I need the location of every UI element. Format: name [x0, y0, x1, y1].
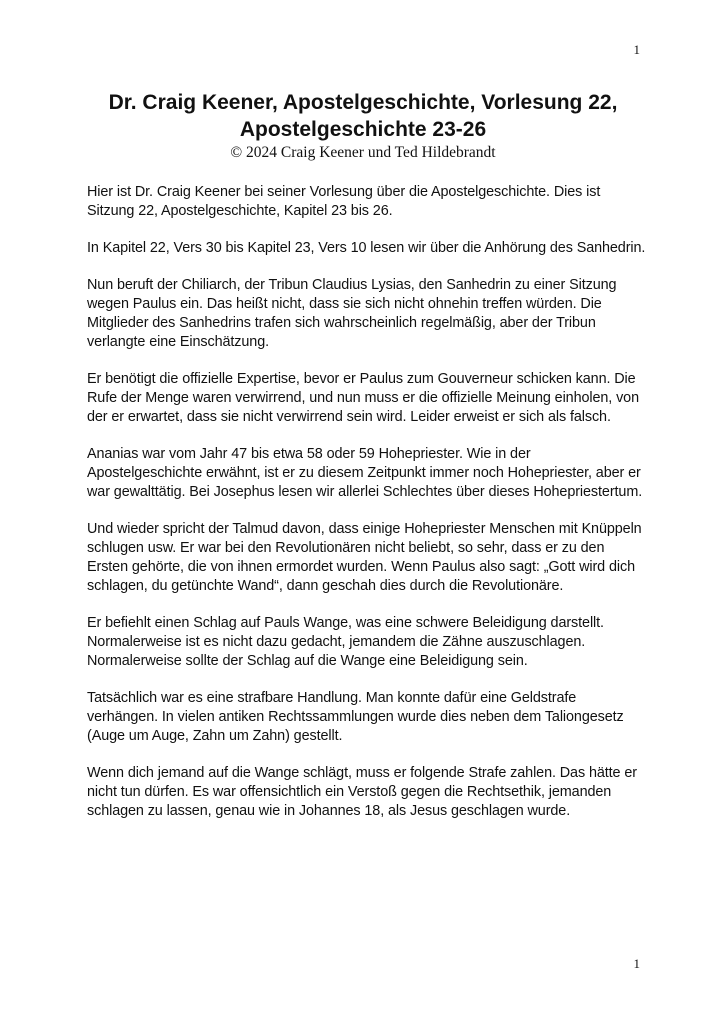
paragraph-2: In Kapitel 22, Vers 30 bis Kapitel 23, Vers 10 lesen wir über die Anhörung des Sanhedrin.	[87, 240, 646, 256]
paragraph-9: Wenn dich jemand auf die Wange schlägt, muss er folgende Strafe zahlen. Das hätte er nicht tun dürfen. Es war offensichtlich ein Verstoß gegen die Rechtsethik, jemanden schlagen zu lassen, genau wie in Johannes 18, als Jesus geschlagen wurde.	[87, 765, 637, 819]
page-number-bottom: 1	[633, 956, 640, 971]
document-title	[80, 89, 646, 143]
paragraph-4: Er benötigt die offizielle Expertise, bevor er Paulus zum Gouverneur schicken kann. Die Rufe der Menge waren verwirrend, und nun muss er die offizielle Meinung einholen, von der er erwartet, dass sie nicht verwirrend sein wird. Leider erweist er sich als falsch.	[87, 371, 639, 425]
paragraph-1: Hier ist Dr. Craig Keener bei seiner Vorlesung über die Apostelgeschichte. Dies ist Sitzung 22, Apostelgeschichte, Kapitel 23 bis 26.	[87, 184, 601, 219]
paragraph-6: Und wieder spricht der Talmud davon, dass einige Hohepriester Menschen mit Knüppeln schlugen usw. Er war bei den Revolutionären nicht beliebt, so sehr, dass er zu den Ersten gehörte, die von ihnen ermordet wurden. Wenn Paulus also sagt: „Gott wird dich schlagen, du getünchte Wand“, dann geschah dies durch die Revolutionäre.	[87, 521, 642, 594]
copyright-line: © 2024 Craig Keener und Ted Hildebrandt	[230, 144, 496, 161]
title-line-2: Apostelgeschichte 23-26	[239, 118, 487, 141]
title-line-1: Dr. Craig Keener, Apostelgeschichte, Vorlesung 22,	[108, 91, 618, 114]
paragraph-5: Ananias war vom Jahr 47 bis etwa 58 oder 59 Hohepriester. Wie in der Apostelgeschichte erwähnt, ist er zu diesem Zeitpunkt immer noch Hohepriester, aber er war gewalttätig. Bei Josephus lesen wir allerlei Schlechtes über dieses Hohepriestertum.	[87, 446, 643, 500]
document-body	[87, 183, 647, 839]
paragraph-8: Tatsächlich war es eine strafbare Handlung. Man konnte dafür eine Geldstrafe verhängen. In vielen antiken Rechtssammlungen wurde dies neben dem Taliongesetz (Auge um Auge, Zahn um Zahn) gestellt.	[87, 690, 624, 744]
paragraph-7: Er befiehlt einen Schlag auf Pauls Wange, was eine schwere Beleidigung darstellt. Normalerweise ist es nicht dazu gedacht, jemandem die Zähne auszuschlagen. Normalerweise sollte der Schlag auf die Wange eine Beleidigung sein.	[87, 615, 604, 669]
paragraph-3: Nun beruft der Chiliarch, der Tribun Claudius Lysias, den Sanhedrin zu einer Sitzung wegen Paulus ein. Das heißt nicht, dass sie sich nicht ohnehin treffen würden. Die Mitglieder des Sanhedrins trafen sich wahrscheinlich regelmäßig, aber der Tribun verlangte eine Einschätzung.	[87, 277, 617, 350]
page-number-top: 1	[633, 42, 640, 57]
document-header	[80, 89, 646, 163]
